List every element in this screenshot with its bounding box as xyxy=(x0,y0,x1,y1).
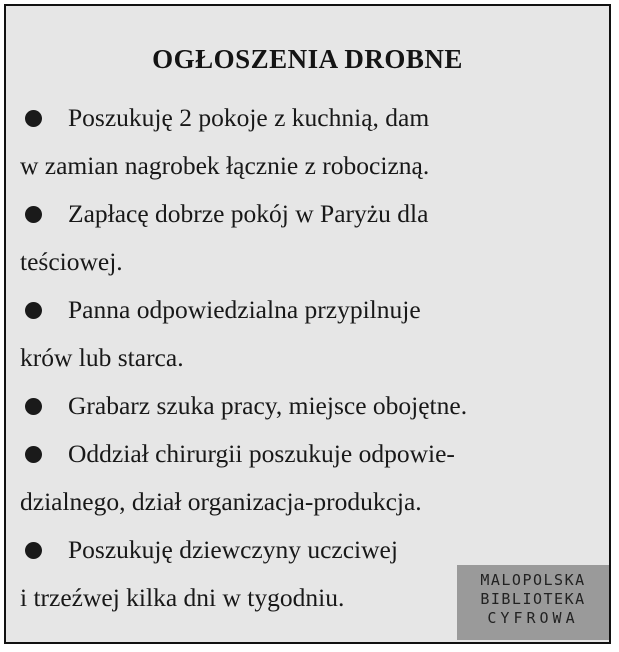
bullet-icon xyxy=(25,398,42,415)
bullet-icon xyxy=(25,110,42,127)
ad-text: Oddział chirurgii poszukuje odpowie- xyxy=(68,439,455,468)
newspaper-clipping xyxy=(4,4,611,644)
ad-5-line-2 xyxy=(20,478,580,526)
ad-1-line-1 xyxy=(20,94,580,142)
bullet-icon xyxy=(25,206,42,223)
ad-3-line-1 xyxy=(20,286,580,334)
ad-text: dzialnego, dział organizacja-produkcja. xyxy=(20,487,422,516)
bullet-icon xyxy=(25,542,42,559)
ads-list xyxy=(20,94,580,622)
library-watermark xyxy=(457,565,609,640)
ad-4-line-1 xyxy=(20,382,580,430)
watermark-line-1: MALOPOLSKA xyxy=(480,571,586,589)
ad-text: teściowej. xyxy=(20,247,123,276)
ad-1-line-2 xyxy=(20,142,580,190)
ad-text: Poszukuję 2 pokoje z kuchnią, dam xyxy=(68,103,430,132)
ad-3-line-2 xyxy=(20,334,580,382)
ad-text: Poszukuję dziewczyny uczciwej xyxy=(68,535,398,564)
ad-text: w zamian nagrobek łącznie z robocizną. xyxy=(20,151,430,180)
ad-text: Grabarz szuka pracy, miejsce obojętne. xyxy=(68,391,468,420)
watermark-line-3: CYFROWA xyxy=(487,609,579,627)
ad-text: krów lub starca. xyxy=(20,343,184,372)
ad-text: Panna odpowiedzialna przypilnuje xyxy=(68,295,421,324)
watermark-line-2: BIBLIOTEKA xyxy=(480,590,586,608)
ad-text: i trzeźwej kilka dni w tygodniu. xyxy=(20,583,345,612)
page-title: OGŁOSZENIA DROBNE xyxy=(152,44,463,74)
ad-5-line-1 xyxy=(20,430,580,478)
ad-text: Zapłacę dobrze pokój w Paryżu dla xyxy=(68,199,429,228)
ad-2-line-1 xyxy=(20,190,580,238)
bullet-icon xyxy=(25,446,42,463)
bullet-icon xyxy=(25,302,42,319)
ad-2-line-2 xyxy=(20,238,580,286)
